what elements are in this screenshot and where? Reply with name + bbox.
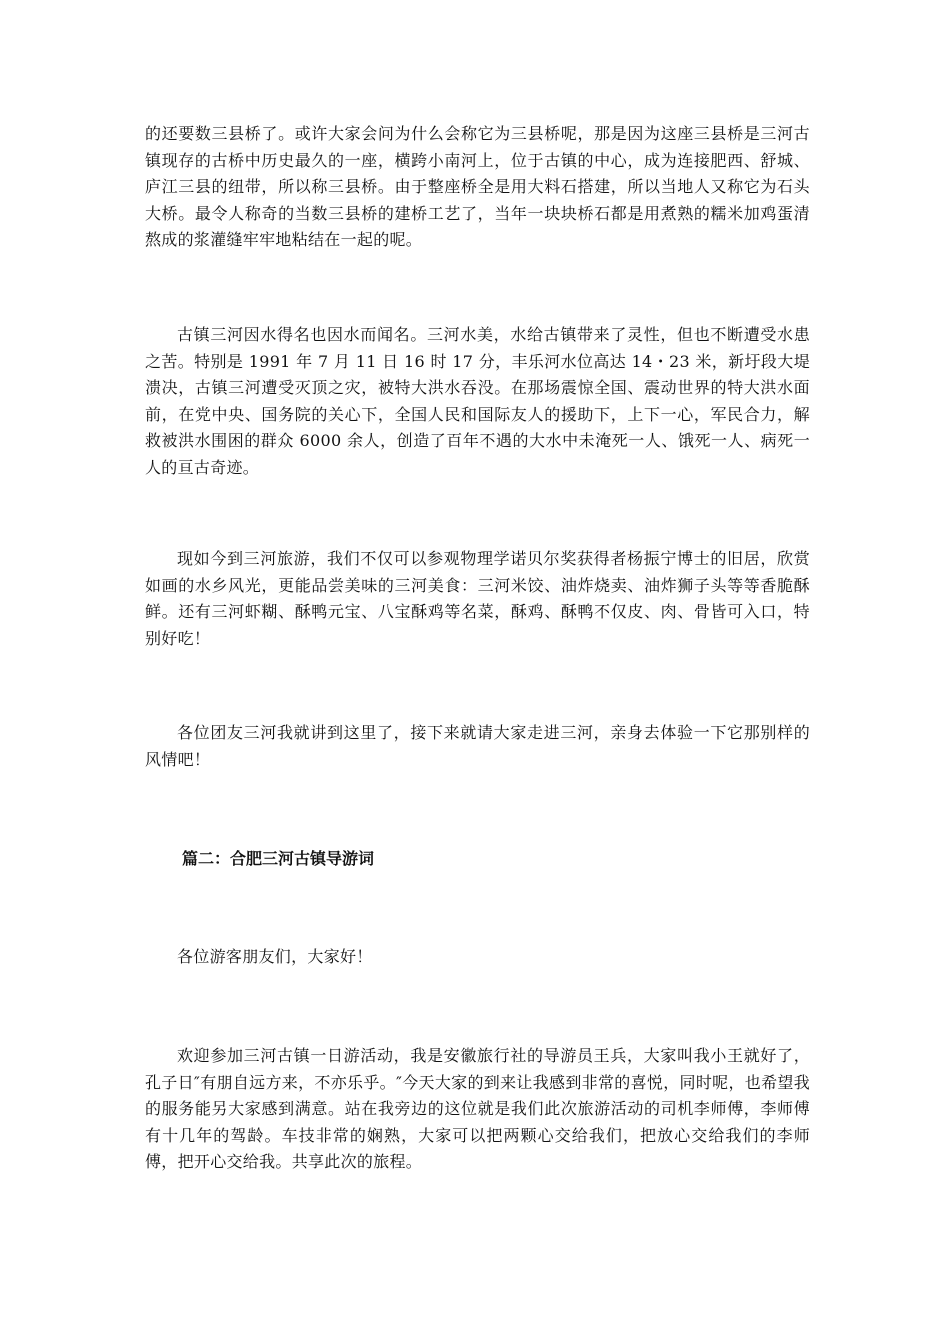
paragraph-guide-introduction: 欢迎参加三河古镇一日游活动，我是安徽旅行社的导游员王兵，大家叫我小王就好了，孔子日″有朋自远方来，不亦乐乎。″今天大家的到来让我感到非常的喜悦，同时呢，也希望我的服务能另大家感到满意。站在我旁边的这位就是我们此次旅游活动的司机李师傅，李师傅有十几年的驾龄。车技非常的娴熟，大家可以把两颗心交给我们，把放心交给我们的李师傅，把开心交给我。共享此次的旅程。 [145, 1046, 810, 1171]
paragraph-closing-remarks: 各位团友三河我就讲到这里了，接下来就请大家走进三河，亲身去体验一下它那别样的风情吧！ [145, 723, 810, 769]
paragraph-flood-history: 古镇三河因水得名也因水而闻名。三河水美，水给古镇带来了灵性，但也不断遭受水患之苦。特别是 1991 年 7 月 11 日 16 时 17 分，丰乐河水位高达 14・23 米，新圩段大堤溃决，古镇三河遭受灭顶之灾，被特大洪水吞没。在那场震惊全国、震动世界的特大洪水面前，在党中央、国务院的关心下，全国人民和国际友人的援助下，上下一心，军民合力，解救被洪水围困的群众 6000 余人，创造了百年不遇的大水中未淹死一人、饿死一人、病死一人的亘古奇迹。 [145, 325, 810, 477]
section-title: 篇二：合肥三河古镇导游词 [182, 849, 375, 868]
paragraph-greeting: 各位游客朋友们，大家好！ [177, 947, 373, 966]
paragraph-three-county-bridge: 的还要数三县桥了。或许大家会问为什么会称它为三县桥呢，那是因为这座三县桥是三河古镇现存的古桥中历史最久的一座，横跨小南河上，位于古镇的中心，成为连接肥西、舒城、庐江三县的纽带，所以称三县桥。由于整座桥全是用大料石搭建，所以当地人又称它为石头大桥。最令人称奇的当数三县桥的建桥工艺了，当年一块块桥石都是用煮熟的糯米加鸡蛋清熬成的浆灌缝牢牢地粘结在一起的呢。 [145, 124, 810, 249]
paragraph-local-cuisine: 现如今到三河旅游，我们不仅可以参观物理学诺贝尔奖获得者杨振宁博士的旧居，欣赏如画的水乡风光，更能品尝美味的三河美食：三河米饺、油炸烧卖、油炸狮子头等等香脆酥鲜。还有三河虾糊、酥鸭元宝、八宝酥鸡等名菜，酥鸡、酥鸭不仅皮、肉、骨皆可入口，特别好吃！ [145, 549, 810, 648]
